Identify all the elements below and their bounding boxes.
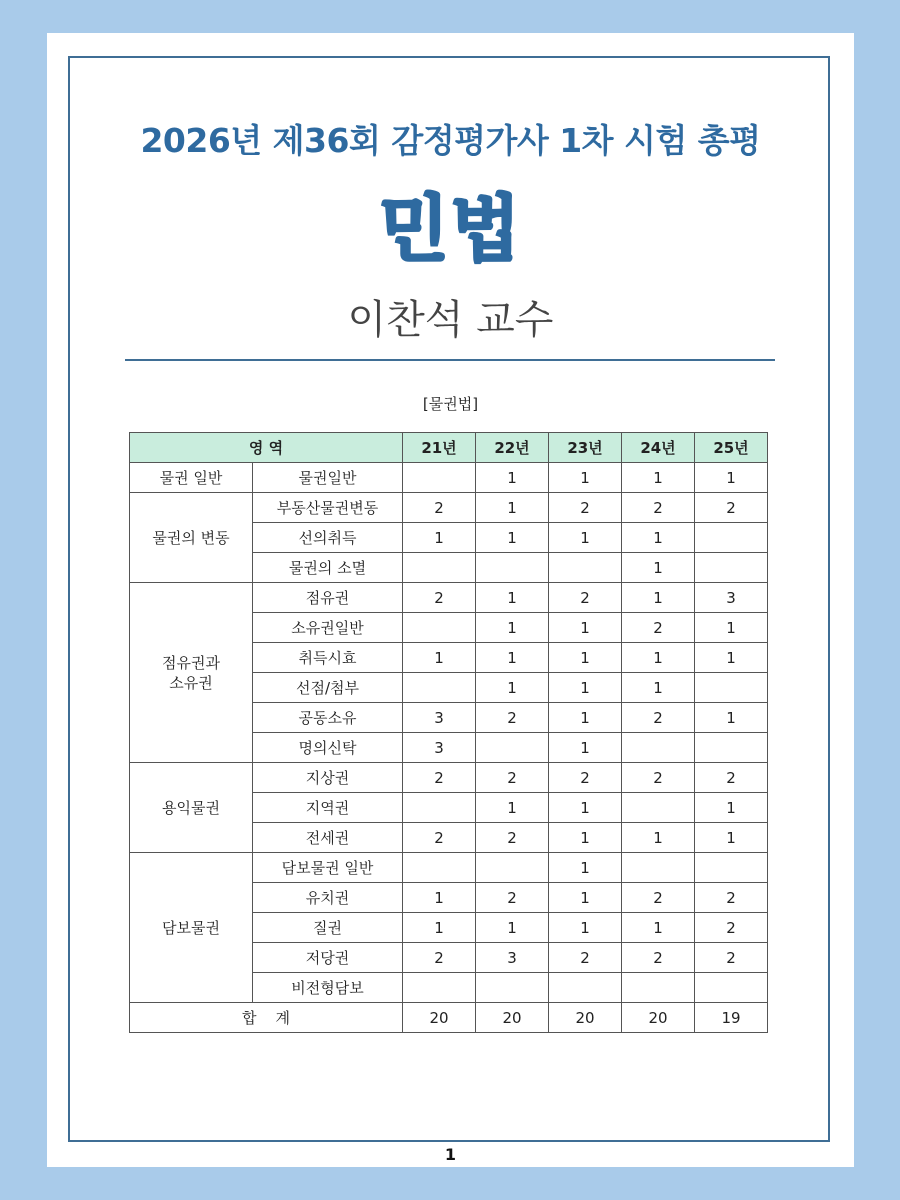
count-cell: 2 [622,493,695,523]
area-cell: 물권의 변동 [130,493,253,583]
count-cell [403,673,476,703]
count-cell: 1 [549,643,622,673]
subarea-cell: 점유권 [253,583,403,613]
count-cell [695,553,768,583]
subarea-cell: 부동산물권변동 [253,493,403,523]
subarea-cell: 전세권 [253,823,403,853]
count-cell: 2 [476,703,549,733]
subarea-cell: 비전형담보 [253,973,403,1003]
count-cell: 1 [476,493,549,523]
count-cell: 1 [403,883,476,913]
total-row [130,1003,768,1033]
total-cell: 20 [476,1003,549,1033]
count-cell: 1 [476,583,549,613]
count-cell: 2 [476,883,549,913]
area-cell: 점유권과 소유권 [130,583,253,763]
count-cell: 1 [549,913,622,943]
count-cell: 1 [549,673,622,703]
count-cell: 1 [549,823,622,853]
count-cell: 2 [622,613,695,643]
count-cell: 1 [695,643,768,673]
count-cell [403,973,476,1003]
count-cell: 1 [476,523,549,553]
area-cell: 용익물권 [130,763,253,853]
count-cell: 1 [403,523,476,553]
subarea-cell: 물권의 소멸 [253,553,403,583]
document-page [47,33,854,1167]
total-label: 합 계 [130,1003,403,1033]
subarea-cell: 명의신탁 [253,733,403,763]
count-cell [476,973,549,1003]
count-cell: 2 [403,763,476,793]
subarea-cell: 공동소유 [253,703,403,733]
count-cell: 1 [622,553,695,583]
count-cell: 1 [549,733,622,763]
count-cell: 1 [622,643,695,673]
count-cell [695,673,768,703]
count-cell [622,973,695,1003]
count-cell: 1 [695,793,768,823]
count-cell: 1 [403,643,476,673]
count-cell [695,733,768,763]
count-cell: 2 [695,883,768,913]
count-cell: 1 [549,793,622,823]
table-header-row [130,433,768,463]
professor-name: 이찬석 교수 [347,297,554,343]
count-cell [695,523,768,553]
subarea-cell: 질권 [253,913,403,943]
subarea-cell: 선의취득 [253,523,403,553]
subarea-cell: 선점/첨부 [253,673,403,703]
count-cell: 2 [549,943,622,973]
subarea-cell: 유치권 [253,883,403,913]
count-cell: 2 [403,943,476,973]
count-cell: 3 [403,703,476,733]
count-cell: 3 [476,943,549,973]
count-cell: 1 [622,913,695,943]
count-cell: 2 [476,763,549,793]
count-cell [403,793,476,823]
subarea-cell: 저당권 [253,943,403,973]
count-cell: 1 [549,463,622,493]
count-cell [476,853,549,883]
count-cell: 2 [695,913,768,943]
title-divider [125,359,775,361]
count-cell [476,733,549,763]
table-row [130,583,768,613]
count-cell [403,463,476,493]
table-row [130,463,768,493]
header-year: 25년 [695,433,768,463]
count-cell [622,793,695,823]
count-cell [549,973,622,1003]
count-cell [695,853,768,883]
count-cell: 1 [549,613,622,643]
count-cell: 1 [549,853,622,883]
count-cell: 1 [476,673,549,703]
count-cell: 1 [549,523,622,553]
count-cell [403,553,476,583]
count-cell: 1 [695,823,768,853]
subarea-cell: 취득시효 [253,643,403,673]
count-cell: 1 [549,883,622,913]
header-year: 22년 [476,433,549,463]
count-cell: 2 [622,883,695,913]
count-cell: 2 [695,493,768,523]
count-cell: 1 [695,463,768,493]
count-cell: 2 [403,823,476,853]
header-area: 영 역 [130,433,403,463]
count-cell: 1 [403,913,476,943]
header-year: 21년 [403,433,476,463]
count-cell: 2 [549,583,622,613]
table-row [130,853,768,883]
subarea-cell: 담보물권 일반 [253,853,403,883]
subarea-cell: 지상권 [253,763,403,793]
count-cell: 1 [622,463,695,493]
subarea-cell: 소유권일반 [253,613,403,643]
count-cell: 2 [549,493,622,523]
subject-title: 민법 [378,187,523,271]
total-cell: 20 [403,1003,476,1033]
count-cell: 2 [622,703,695,733]
header-year: 23년 [549,433,622,463]
count-cell: 1 [622,583,695,613]
count-cell: 1 [476,793,549,823]
count-cell: 1 [476,913,549,943]
total-cell: 19 [695,1003,768,1033]
count-cell [403,613,476,643]
count-cell: 1 [695,613,768,643]
page-number: 1 [444,1145,457,1164]
count-cell: 1 [476,643,549,673]
count-cell [549,553,622,583]
table-row [130,493,768,523]
table-row [130,763,768,793]
count-cell: 1 [622,673,695,703]
count-cell: 1 [549,703,622,733]
header-year: 24년 [622,433,695,463]
question-distribution-table [129,432,768,1033]
count-cell: 2 [622,943,695,973]
count-cell: 1 [622,523,695,553]
subarea-cell: 물권일반 [253,463,403,493]
count-cell: 2 [476,823,549,853]
area-cell: 물권 일반 [130,463,253,493]
total-cell: 20 [622,1003,695,1033]
exam-title: 2026년 제36회 감정평가사 1차 시험 총평 [140,121,761,160]
count-cell: 2 [622,763,695,793]
count-cell: 1 [476,463,549,493]
count-cell: 3 [695,583,768,613]
total-cell: 20 [549,1003,622,1033]
count-cell: 1 [695,703,768,733]
count-cell [695,973,768,1003]
count-cell [403,853,476,883]
count-cell: 1 [476,613,549,643]
count-cell: 3 [403,733,476,763]
count-cell: 2 [695,943,768,973]
count-cell: 2 [403,583,476,613]
count-cell [476,553,549,583]
count-cell: 2 [403,493,476,523]
count-cell [622,733,695,763]
count-cell: 2 [549,763,622,793]
area-cell: 담보물권 [130,853,253,1003]
count-cell [622,853,695,883]
subarea-cell: 지역권 [253,793,403,823]
table-caption: [물권법] [422,395,479,413]
count-cell: 2 [695,763,768,793]
count-cell: 1 [622,823,695,853]
